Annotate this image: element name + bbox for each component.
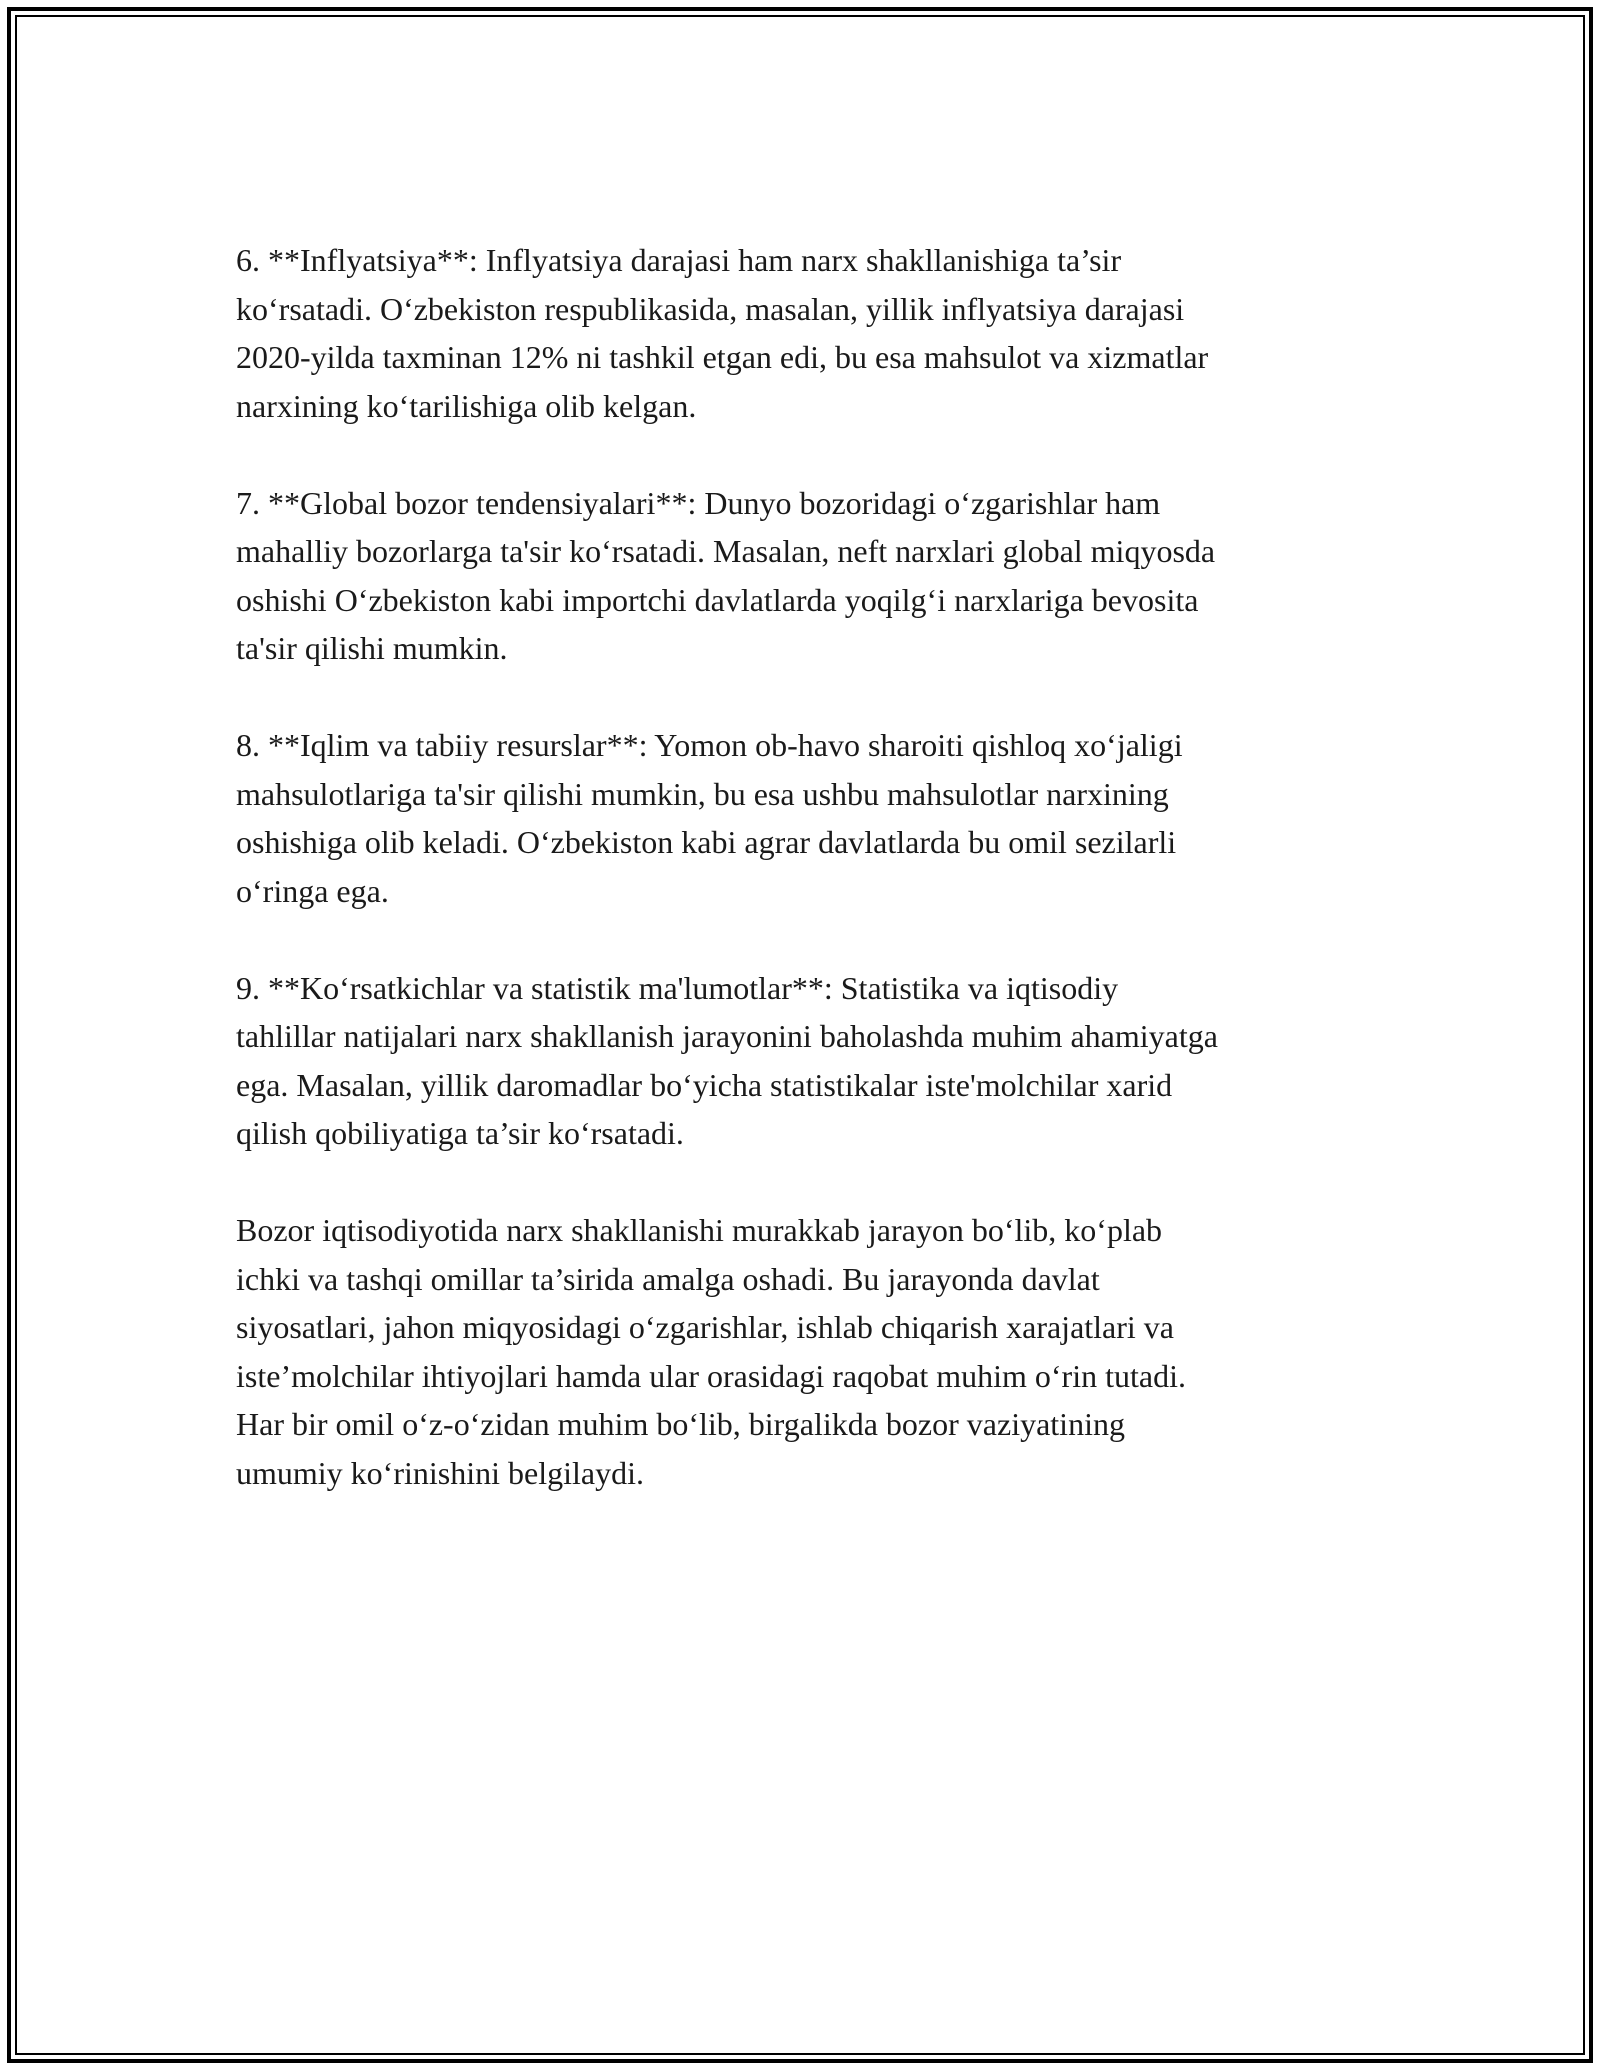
paragraph-climate-natural-resources: 8. **Iqlim va tabiiy resurslar**: Yomon ob-havo sharoiti qishloq xo‘jaligi mahsulotlariga ta'sir qilishi mumkin, bu esa ushbu mahsulotlar narxining oshishiga olib keladi. O‘zbekiston kabi agrar davlatlarda bu omil sezilarli o‘ringa ega.	[236, 727, 1183, 909]
paragraph-inflation: 6. **Inflyatsiya**: Inflyatsiya darajasi ham narx shakllanishiga ta’sir ko‘rsatadi. O‘zbekiston respublikasida, masalan, yillik inflyatsiya darajasi 2020-yilda taxminan 12% ni tashkil etgan edi, bu esa mahsulot va xizmatlar narxining ko‘tarilishiga olib kelgan.	[236, 242, 1209, 424]
paragraph-conclusion: Bozor iqtisodiyotida narx shakllanishi murakkab jarayon bo‘lib, ko‘plab ichki va tashqi omillar ta’sirida amalga oshadi. Bu jarayonda davlat siyosatlari, jahon miqyosidagi o‘zgarishlar, ishlab chiqarish xarajatlari va iste’molchilar ihtiyojlari hamda ular orasidagi raqobat muhim o‘rin tutadi. Har bir omil o‘z-o‘zidan muhim bo‘lib, birgalikda bozor vaziyatining umumiy ko‘rinishini belgilaydi.	[236, 1212, 1186, 1491]
paragraph-indicators-statistics: 9. **Ko‘rsatkichlar va statistik ma'lumotlar**: Statistika va iqtisodiy tahlillar natijalari narx shakllanish jarayonini baholashda muhim ahamiyatga ega. Masalan, yillik daromadlar bo‘yicha statistikalar iste'molchilar xarid qilish qobiliyatiga ta’sir ko‘rsatadi.	[236, 969, 1218, 1151]
document-body	[236, 236, 1366, 1497]
paragraph-global-market-trends: 7. **Global bozor tendensiyalari**: Dunyo bozoridagi o‘zgarishlar ham mahalliy bozorlarga ta'sir ko‘rsatadi. Masalan, neft narxlari global miqyosda oshishi O‘zbekiston kabi importchi davlatlarda yoqilg‘i narxlariga bevosita ta'sir qilishi mumkin.	[236, 484, 1216, 666]
